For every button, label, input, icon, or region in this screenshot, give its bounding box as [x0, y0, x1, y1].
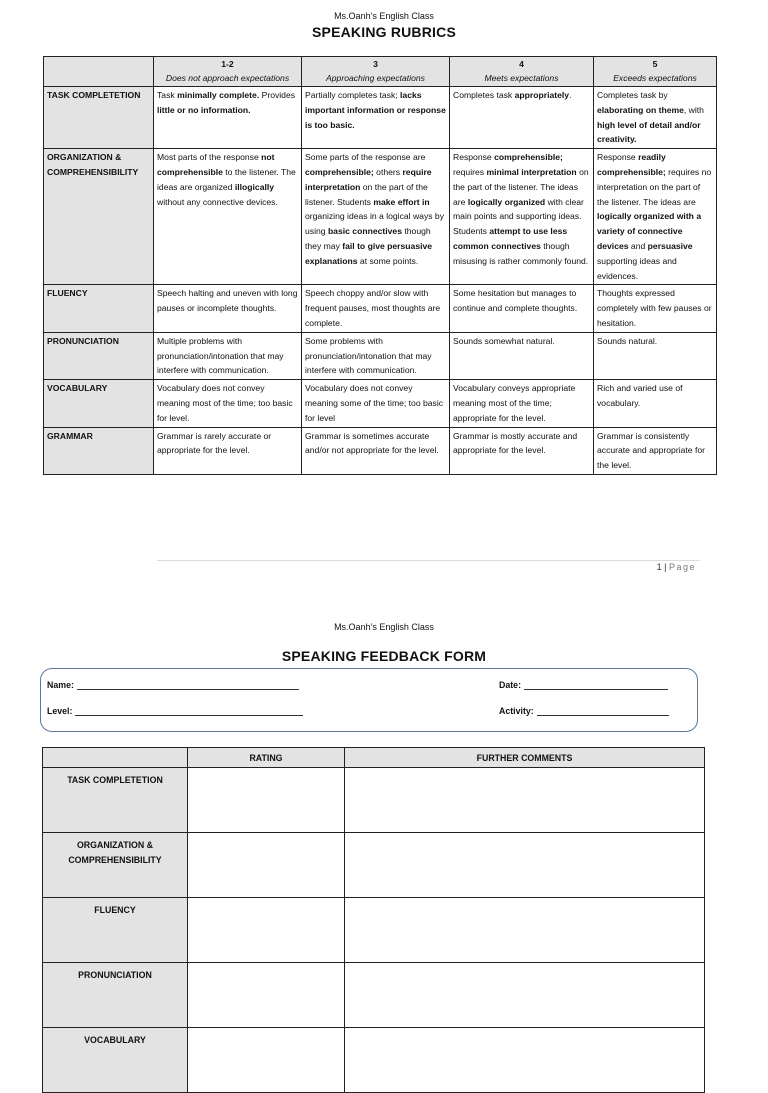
rubric-descriptor-cell: Response comprehensible; requires minimal interpretation on the part of the listener. The ideas are logically organized with clear main points and supporting ideas. Students attempt to use less common connectives though misusing is rather commonly found. [450, 149, 594, 285]
comments-cell[interactable] [345, 898, 705, 963]
comments-cell[interactable] [345, 963, 705, 1028]
rubric-descriptor-cell: Rich and varied use of vocabulary. [594, 380, 717, 427]
rubric-descriptor-cell: Completes task appropriately. [450, 87, 594, 149]
rubric-descriptor-cell: Most parts of the response not comprehensible to the listener. The ideas are organized illogically without any connective devices. [154, 149, 302, 285]
criterion-label: ORGANIZATION & COMPREHENSIBILITY [44, 149, 154, 285]
criterion-label: FLUENCY [44, 285, 154, 332]
page-number: 1 | Page [656, 562, 696, 572]
rubric-header-row [44, 57, 717, 87]
rubric-descriptor-cell: Vocabulary conveys appropriate meaning most of the time; appropriate for the level. [450, 380, 594, 427]
rubric-descriptor-cell: Grammar is rarely accurate or appropriate for the level. [154, 427, 302, 474]
feedback-row [43, 833, 705, 898]
criterion-label: VOCABULARY [44, 380, 154, 427]
rubric-descriptor-cell: Thoughts expressed completely with few pauses or hesitation. [594, 285, 717, 332]
rubric-row [44, 87, 717, 149]
class-name-header: Ms.Oanh’s English Class [334, 11, 434, 21]
feedback-header-row [43, 748, 705, 768]
rating-cell[interactable] [188, 1028, 345, 1093]
rubric-descriptor-cell: Completes task by elaborating on theme, with high level of detail and/or creativity. [594, 87, 717, 149]
rubric-descriptor-cell: Some parts of the response are comprehensible; others require interpretation on the part of the listener. Students make effort in organizing ideas in a logical ways by using basic connectives though they may fail to give persuasive explanations at some points. [302, 149, 450, 285]
rubric-descriptor-cell: Vocabulary does not convey meaning most of the time; too basic for level. [154, 380, 302, 427]
rubric-descriptor-cell: Task minimally complete. Provides little or no information. [154, 87, 302, 149]
rating-cell[interactable] [188, 963, 345, 1028]
class-name-header: Ms.Oanh’s English Class [334, 622, 434, 632]
rating-cell[interactable] [188, 768, 345, 833]
feedback-criterion-label: FLUENCY [43, 898, 188, 963]
rubric-descriptor-cell: Vocabulary does not convey meaning some of the time; too basic for level [302, 380, 450, 427]
rubric-descriptor-cell: Multiple problems with pronunciation/intonation that may interfere with communication. [154, 332, 302, 379]
rubric-descriptor-cell: Some hesitation but manages to continue and complete thoughts. [450, 285, 594, 332]
feedback-row [43, 1028, 705, 1093]
feedback-criterion-label: PRONUNCIATION [43, 963, 188, 1028]
rubric-descriptor-cell: Response readily comprehensible; requires no interpretation on the part of the listener. The ideas are logically organized with a variety of connective devices and persuasive supporting ideas and evidences. [594, 149, 717, 285]
rubric-descriptor-cell: Some problems with pronunciation/intonation that may interfere with communication. [302, 332, 450, 379]
comments-header: FURTHER COMMENTS [345, 748, 705, 768]
rubric-descriptor-cell: Sounds natural. [594, 332, 717, 379]
rating-cell[interactable] [188, 833, 345, 898]
date-field[interactable]: Date: [499, 680, 668, 690]
criterion-label: GRAMMAR [44, 427, 154, 474]
level-header: 5 Exceeds expectations [594, 57, 717, 87]
activity-field[interactable]: Activity: [499, 706, 669, 716]
feedback-corner-cell [43, 748, 188, 768]
feedback-criterion-label: TASK COMPLETETION [43, 768, 188, 833]
rubric-row [44, 332, 717, 379]
rubric-descriptor-cell: Grammar is consistently accurate and appropriate for the level. [594, 427, 717, 474]
feedback-row [43, 898, 705, 963]
feedback-criterion-label: ORGANIZATION & COMPREHENSIBILITY [43, 833, 188, 898]
footer-divider [157, 560, 700, 561]
rating-header: RATING [188, 748, 345, 768]
comments-cell[interactable] [345, 768, 705, 833]
rubric-row [44, 285, 717, 332]
feedback-table [42, 747, 705, 1093]
form-title: SPEAKING FEEDBACK FORM [281, 648, 487, 664]
rubric-descriptor-cell: Grammar is sometimes accurate and/or not appropriate for the level. [302, 427, 450, 474]
rubric-descriptor-cell: Grammar is mostly accurate and appropriate for the level. [450, 427, 594, 474]
rubric-descriptor-cell: Speech halting and uneven with long pauses or incomplete thoughts. [154, 285, 302, 332]
comments-cell[interactable] [345, 833, 705, 898]
criterion-label: PRONUNCIATION [44, 332, 154, 379]
speaking-rubric-table [43, 56, 717, 475]
rating-cell[interactable] [188, 898, 345, 963]
rubric-descriptor-cell: Sounds somewhat natural. [450, 332, 594, 379]
level-field[interactable]: Level: [47, 706, 303, 716]
rubric-descriptor-cell: Speech choppy and/or slow with frequent pauses, most thoughts are complete. [302, 285, 450, 332]
criterion-label: TASK COMPLETETION [44, 87, 154, 149]
name-field[interactable]: Name: [47, 680, 299, 690]
student-info-box [40, 668, 698, 732]
level-header: 4 Meets expectations [450, 57, 594, 87]
rubric-row [44, 427, 717, 474]
rubric-row [44, 380, 717, 427]
level-header: 3 Approaching expectations [302, 57, 450, 87]
feedback-row [43, 768, 705, 833]
feedback-criterion-label: VOCABULARY [43, 1028, 188, 1093]
level-header: 1-2 Does not approach expectations [154, 57, 302, 87]
rubric-corner-cell [44, 57, 154, 87]
rubric-descriptor-cell: Partially completes task; lacks important information or response is too basic. [302, 87, 450, 149]
feedback-row [43, 963, 705, 1028]
comments-cell[interactable] [345, 1028, 705, 1093]
page-title: SPEAKING RUBRICS [312, 24, 456, 40]
rubric-row [44, 149, 717, 285]
